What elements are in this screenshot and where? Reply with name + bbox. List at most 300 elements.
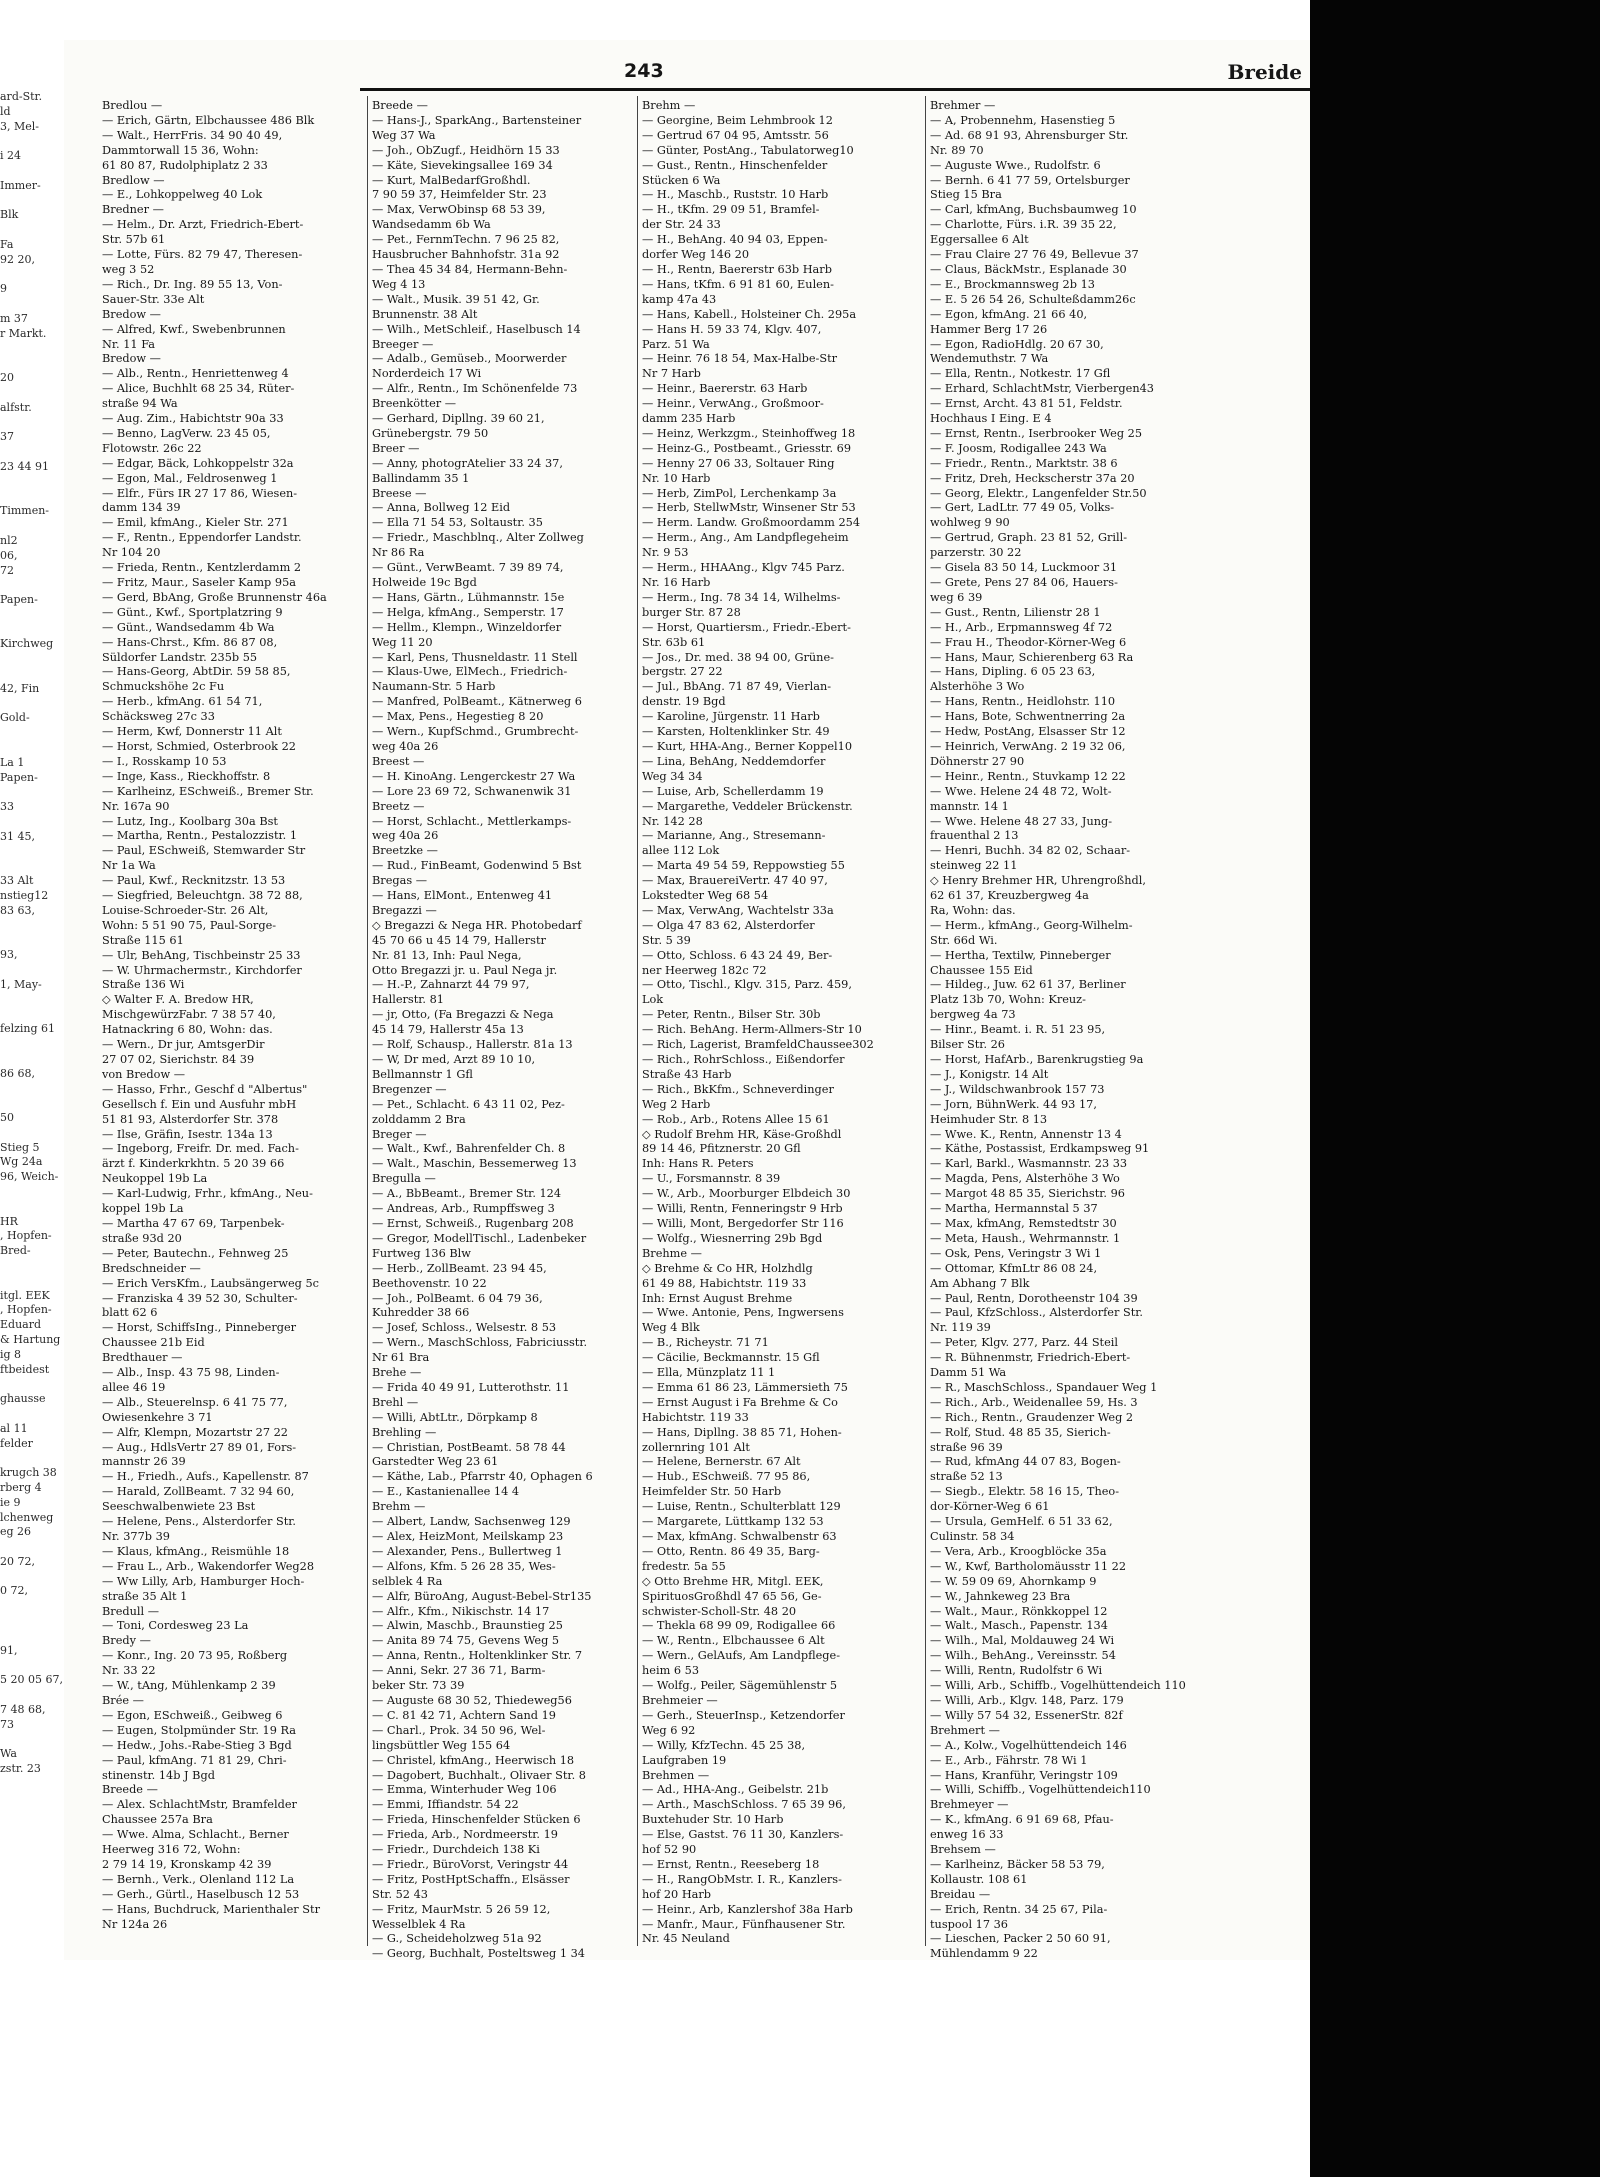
margin-fragment	[0, 608, 64, 623]
directory-line: — Christian, PostBeamt. 58 78 44	[372, 1440, 566, 1454]
directory-line: — Walt., Musik. 39 51 42, Gr.	[372, 292, 540, 306]
directory-line: Culinstr. 58 34	[930, 1530, 1015, 1543]
directory-line: Nr. 377b 39	[102, 1530, 170, 1543]
directory-line: Hatnackring 6 80, Wohn: das.	[102, 1023, 273, 1037]
margin-fragment: La 1	[0, 755, 25, 769]
directory-line: Breenkötter —	[372, 397, 457, 411]
directory-line: 89 14 46, Pfitznerstr. 20 Gfl	[642, 1142, 801, 1156]
directory-line: — Lutz, Ing., Koolbarg 30a Bst	[102, 814, 278, 828]
directory-line: — Gerh., SteuerInsp., Ketzendorfer	[642, 1708, 845, 1722]
directory-line: — Käthe, Postassist, Erdkampsweg 91	[930, 1142, 1150, 1156]
directory-line: Heimhuder Str. 8 13	[930, 1112, 1048, 1126]
directory-line: — Hans-J., SparkAng., Bartensteiner	[372, 113, 582, 127]
directory-line: — Charl., Prok. 34 50 96, Wel-	[372, 1723, 546, 1737]
directory-line: Nr. 45 Neuland	[642, 1932, 730, 1946]
directory-line: — H.-P., Zahnarzt 44 79 97,	[372, 978, 530, 992]
directory-line: — Klaus, kfmAng., Reismühle 18	[102, 1544, 290, 1558]
directory-line: — Heinr., Baererstr. 63 Harb	[642, 382, 808, 396]
margin-fragment: 23 44 91	[0, 459, 49, 473]
margin-fragment	[0, 1200, 64, 1215]
margin-fragment: 72	[0, 563, 14, 577]
directory-line: Am Abhang 7 Blk	[930, 1276, 1030, 1290]
directory-line: Bregazzi —	[372, 903, 437, 917]
directory-line: — Klaus-Uwe, ElMech., Friedrich-	[372, 665, 568, 679]
margin-fragment	[0, 297, 64, 312]
directory-line: — Meta, Haush., Wehrmannstr. 1	[930, 1231, 1121, 1245]
directory-line: — Karl, Barkl., Wasmannstr. 23 33	[930, 1157, 1128, 1171]
margin-fragment	[0, 578, 64, 593]
directory-line: Lok	[642, 993, 664, 1007]
directory-line: — Peter, Klgv. 277, Parz. 44 Steil	[930, 1336, 1119, 1350]
directory-line: — Friedr., Rentn., Marktstr. 38 6	[930, 456, 1118, 470]
margin-fragment	[0, 933, 64, 948]
directory-line: — Alex. SchlachtMstr, Bramfelder	[102, 1798, 297, 1812]
directory-line: Breese —	[372, 486, 427, 500]
directory-line: — Alex, HeizMont, Meilskamp 23	[372, 1530, 564, 1543]
directory-line: — Horst, Schlacht., Mettlerkamps-	[372, 814, 572, 828]
directory-line: — Hedw., Johs.-Rabe-Stieg 3 Bgd	[102, 1738, 292, 1752]
directory-line: — Lotte, Fürs. 82 79 47, Theresen-	[102, 248, 303, 262]
margin-fragment	[0, 1037, 64, 1052]
directory-line: — Hertha, Textilw, Pinneberger	[930, 948, 1111, 962]
directory-line: straße 94 Wa	[102, 397, 178, 411]
directory-line: — H., Rentn, Baererstr 63b Harb	[642, 262, 832, 276]
directory-line: Schäcksweg 27c 33	[102, 710, 215, 724]
directory-line: Otto Bregazzi jr. u. Paul Nega jr.	[372, 963, 558, 977]
directory-line: 7 90 59 37, Heimfelder Str. 23	[372, 188, 547, 202]
margin-fragment	[0, 356, 64, 371]
directory-line: — Ad., HHA-Ang., Geibelstr. 21b	[642, 1783, 829, 1797]
directory-line: Alsterhöhe 3 Wo	[930, 680, 1025, 694]
directory-line: — Willy, KfzTechn. 45 25 38,	[642, 1738, 806, 1752]
directory-line: Str. 57b 61	[102, 233, 166, 247]
directory-line: — Fritz, Maur., Saseler Kamp 95a	[102, 576, 296, 589]
directory-line: — Rich, Lagerist, BramfeldChaussee302	[642, 1038, 874, 1052]
directory-line: Breidau —	[930, 1887, 991, 1901]
directory-line: 61 49 88, Habichtstr. 119 33	[642, 1276, 807, 1290]
margin-fragment: & Hartung	[0, 1332, 61, 1346]
margin-fragment: ftbeidest	[0, 1362, 50, 1376]
directory-line: — Hub., ESchweiß. 77 95 86,	[642, 1470, 811, 1484]
directory-line: — Martha, Rentn., Pestalozzistr. 1	[102, 829, 298, 843]
directory-line: Nr. 11 Fa	[102, 337, 155, 351]
margin-fragment: 3, Mel-	[0, 119, 39, 133]
directory-line: 62 61 37, Kreuzbergweg 4a	[930, 889, 1089, 903]
margin-fragment: 96, Weich-	[0, 1170, 59, 1184]
directory-line: Weg 4 13	[372, 277, 426, 291]
directory-line: SpirituosGroßhdl 47 65 56, Ge-	[642, 1589, 822, 1603]
directory-line: — Wolfg., Wiesnerring 29b Bgd	[642, 1231, 823, 1245]
directory-line: Laufgraben 19	[642, 1753, 727, 1767]
directory-line: mannstr. 14 1	[930, 799, 1009, 813]
directory-line: — Anna, Rentn., Holtenklinker Str. 7	[372, 1649, 583, 1663]
directory-line: — Herb, ZimPol, Lerchenkamp 3a	[642, 486, 837, 500]
margin-fragment	[0, 475, 64, 490]
margin-fragment: ard-Str.	[0, 90, 43, 103]
directory-line: — Hasso, Frhr., Geschf d "Albertus"	[102, 1082, 308, 1096]
margin-fragment: HR	[0, 1214, 18, 1228]
directory-line: weg 3 52	[102, 262, 155, 276]
scanner-dark-border	[1310, 0, 1600, 2177]
directory-line: — Otto, Tischl., Klgv. 315, Parz. 459,	[642, 978, 852, 992]
directory-line: Brehmen —	[642, 1768, 710, 1782]
directory-line: enweg 16 33	[930, 1828, 1004, 1842]
margin-fragment: 42, Fin	[0, 681, 40, 695]
directory-line: — Magda, Pens, Alsterhöhe 3 Wo	[930, 1172, 1120, 1186]
margin-fragment: ghausse	[0, 1392, 46, 1406]
directory-line: 51 81 93, Alsterdorfer Str. 378	[102, 1112, 279, 1126]
directory-line: — Paul, Kwf., Recknitzstr. 13 53	[102, 874, 286, 888]
directory-line: — Margot 48 85 35, Sierichstr. 96	[930, 1187, 1125, 1201]
directory-line: — Christel, kfmAng., Heerwisch 18	[372, 1753, 575, 1767]
directory-line: — Friedr., Maschblnq., Alter Zollweg	[372, 531, 584, 545]
directory-line: — Rich., RohrSchloss., Eißendorfer	[642, 1053, 845, 1066]
directory-line: — Max, BrauereiVertr. 47 40 97,	[642, 874, 828, 888]
directory-line: — Helm., Dr. Arzt, Friedrich-Ebert-	[102, 218, 304, 232]
directory-line: — Lina, BehAng, Neddemdorfer	[642, 754, 826, 768]
directory-line: — Gerhard, Dipllng. 39 60 21,	[372, 412, 545, 426]
directory-line: 45 70 66 u 45 14 79, Hallerstr	[372, 933, 546, 947]
directory-line: Bregas —	[372, 874, 428, 888]
directory-line: — Harald, ZollBeamt. 7 32 94 60,	[102, 1485, 295, 1499]
directory-line: Ballindamm 35 1	[372, 471, 470, 485]
directory-line: Nr. 89 70	[930, 143, 984, 157]
directory-line: — A., BbBeamt., Bremer Str. 124	[372, 1187, 562, 1201]
directory-line: Ra, Wohn: das.	[930, 903, 1016, 917]
directory-line: parzerstr. 30 22	[930, 546, 1022, 560]
directory-line: — Siegb., Elektr. 58 16 15, Theo-	[930, 1485, 1120, 1499]
directory-line: Mühlendamm 9 22	[930, 1947, 1038, 1961]
margin-fragment	[0, 342, 64, 357]
directory-line: Beethovenstr. 10 22	[372, 1276, 487, 1290]
margin-fragment	[0, 1274, 64, 1289]
directory-line: Brunnenstr. 38 Alt	[372, 307, 478, 321]
column-separator	[367, 96, 368, 1946]
directory-line: — Lieschen, Packer 2 50 60 91,	[930, 1932, 1111, 1946]
margin-fragment: 1, May-	[0, 977, 42, 991]
margin-fragment: ld	[0, 104, 11, 118]
margin-fragment: Papen-	[0, 770, 38, 784]
directory-line: — Herm, Kwf, Donnerstr 11 Alt	[102, 725, 282, 739]
directory-line: — Günt., VerwBeamt. 7 39 89 74,	[372, 561, 564, 575]
directory-line: Hallerstr. 81	[372, 993, 444, 1007]
directory-line: Naumann-Str. 5 Harb	[372, 680, 496, 694]
directory-line: — Frieda, Arb., Nordmeerstr. 19	[372, 1828, 558, 1842]
directory-line: — Alexander, Pens., Bullertweg 1	[372, 1544, 563, 1558]
directory-line: Wohn: 5 51 90 75, Paul-Sorge-	[102, 918, 277, 932]
directory-line: burger Str. 87 28	[642, 605, 741, 619]
directory-line: Bredy —	[102, 1634, 151, 1648]
directory-line: — Franziska 4 39 52 30, Schulter-	[102, 1291, 298, 1305]
margin-fragment: 33 Alt	[0, 874, 34, 888]
margin-fragment: r Markt.	[0, 326, 47, 340]
directory-line: Breeger —	[372, 337, 434, 351]
directory-line: — Henny 27 06 33, Soltauer Ring	[642, 456, 835, 470]
directory-line: — Karl-Ludwig, Frhr., kfmAng., Neu-	[102, 1187, 313, 1201]
directory-line: — Ingeborg, Freifr. Dr. med. Fach-	[102, 1142, 299, 1156]
directory-line: — Herm. Landw. Großmoordamm 254	[642, 516, 861, 530]
directory-line: — Frau L., Arb., Wakendorfer Weg28	[102, 1559, 315, 1573]
margin-fragment: , Hopfen-	[0, 1229, 52, 1243]
directory-line: — Hans, Kranführ, Veringstr 109	[930, 1768, 1118, 1782]
directory-line: — Karoline, Jürgenstr. 11 Harb	[642, 710, 820, 724]
directory-line: — W., Jahnkeweg 23 Bra	[930, 1589, 1071, 1603]
directory-line: — Georgine, Beim Lehmbrook 12	[642, 113, 833, 127]
directory-line: — Alfr, Klempn, Mozartstr 27 22	[102, 1425, 288, 1439]
page-number: 243	[624, 60, 664, 82]
directory-line: — W., Arb., Moorburger Elbdeich 30	[642, 1187, 851, 1201]
directory-line: Platz 13b 70, Wohn: Kreuz-	[930, 993, 1086, 1007]
directory-line: — Willi, Arb., Schiffb., Vogelhüttendeich 110	[930, 1679, 1186, 1693]
directory-line: Weg 37 Wa	[372, 128, 436, 142]
directory-line: Nr. 167a 90	[102, 799, 170, 813]
directory-line: — Willi, Arb., Klgv. 148, Parz. 179	[930, 1693, 1124, 1707]
directory-line: — Gert, LadLtr. 77 49 05, Volks-	[930, 501, 1115, 515]
directory-line: — Horst, HafArb., Barenkrugstieg 9a	[930, 1053, 1144, 1066]
directory-line: weg 6 39	[930, 590, 983, 604]
directory-line: — Willi, Rentn, Rudolfstr 6 Wi	[930, 1664, 1103, 1678]
directory-line: — Herb., kfmAng. 61 54 71,	[102, 695, 263, 709]
directory-line: — E., Brockmannsweg 2b 13	[930, 277, 1095, 291]
margin-fragment: 33	[0, 800, 14, 814]
directory-line: — Hans, Buchdruck, Marienthaler Str	[102, 1902, 320, 1916]
directory-line: Süldorfer Landstr. 235b 55	[102, 650, 258, 664]
directory-line: Wandsedamm 6b Wa	[372, 218, 491, 232]
directory-line: Nr. 33 22	[102, 1664, 156, 1678]
directory-line: Brehsem —	[930, 1843, 996, 1857]
directory-line: straße 52 13	[930, 1470, 1003, 1484]
directory-line: — Wwe. Helene 48 27 33, Jung-	[930, 814, 1113, 828]
directory-line: Brehm —	[642, 99, 696, 112]
directory-line: — Herm., HHAAng., Klgv 745 Parz.	[642, 561, 845, 575]
directory-line: — Auguste Wwe., Rudolfstr. 6	[930, 158, 1101, 172]
directory-line: Holweide 19c Bgd	[372, 576, 477, 589]
directory-line: — Jos., Dr. med. 38 94 00, Grüne-	[642, 650, 834, 664]
directory-line: — Hedw, PostAng, Elsasser Str 12	[930, 725, 1126, 739]
directory-line: — Ernst August i Fa Brehme & Co	[642, 1395, 838, 1409]
directory-line: — Ella 71 54 53, Soltaustr. 35	[372, 516, 543, 530]
directory-line: — Alb., Insp. 43 75 98, Linden-	[102, 1366, 280, 1380]
directory-line: mannstr 26 39	[102, 1455, 186, 1469]
directory-line: — Karl, Pens, Thusneldastr. 11 Stell	[372, 650, 578, 664]
directory-line: — Thea 45 34 84, Hermann-Behn-	[372, 262, 568, 276]
directory-line: Brehe —	[372, 1366, 422, 1380]
directory-line: steinweg 22 11	[930, 859, 1018, 873]
directory-line: Nr 1a Wa	[102, 859, 156, 873]
directory-line: Kuhredder 38 66	[372, 1306, 470, 1320]
directory-line: — W. Uhrmachermstr., Kirchdorfer	[102, 963, 302, 977]
directory-line: — Ww Lilly, Arb, Hamburger Hoch-	[102, 1574, 305, 1588]
margin-fragment	[0, 1126, 64, 1141]
directory-line: — Gertrud, Graph. 23 81 52, Grill-	[930, 531, 1128, 545]
directory-line: — Margarete, Lüttkamp 132 53	[642, 1515, 824, 1529]
directory-line: — Margarethe, Veddeler Brückenstr.	[642, 799, 853, 813]
directory-line: blatt 62 6	[102, 1306, 158, 1320]
margin-fragment: 31 45,	[0, 829, 35, 843]
directory-line: Bredull —	[102, 1604, 160, 1618]
directory-line: 61 80 87, Rudolphiplatz 2 33	[102, 158, 268, 172]
directory-line: — Max, VerwAng, Wachtelstr 33a	[642, 903, 834, 917]
margin-fragment	[0, 1570, 64, 1585]
margin-fragment: al 11	[0, 1421, 28, 1435]
directory-line: — Max, kfmAng, Remstedtstr 30	[930, 1216, 1117, 1230]
directory-line: ner Heerweg 182c 72	[642, 963, 767, 977]
directory-line: Brehmert —	[930, 1723, 1000, 1737]
directory-line: — Kurt, MalBedarfGroßhdl.	[372, 173, 531, 187]
margin-fragment: Papen-	[0, 593, 38, 607]
directory-line: — Max, Pens., Hegestieg 8 20	[372, 710, 544, 724]
directory-line: Weg 2 Harb	[642, 1097, 711, 1111]
directory-line: Owiesenkehre 3 71	[102, 1410, 213, 1424]
directory-line: allee 46 19	[102, 1380, 166, 1394]
directory-line: Straße 115 61	[102, 933, 184, 947]
directory-line: fredestr. 5a 55	[642, 1559, 726, 1573]
directory-line: — H., Arb., Erpmannsweg 4f 72	[930, 620, 1113, 634]
margin-fragment	[0, 1732, 64, 1747]
directory-line: — Pet., Schlacht. 6 43 11 02, Pez-	[372, 1097, 565, 1111]
margin-fragment: Bred-	[0, 1244, 31, 1258]
directory-line: — Wwe. Antonie, Pens, Ingwersens	[642, 1306, 844, 1320]
directory-line: Wesselblek 4 Ra	[372, 1917, 466, 1931]
directory-line: — Walt., Maschin, Bessemerweg 13	[372, 1157, 577, 1171]
directory-line: Bregenzer —	[372, 1082, 447, 1096]
directory-line: — Friedr., BüroVorst, Veringstr 44	[372, 1857, 569, 1871]
directory-line: — Manfr., Maur., Fünfhausener Str.	[642, 1917, 846, 1931]
directory-line: — Marianne, Ang., Stresemann-	[642, 829, 826, 843]
margin-fragment	[0, 386, 64, 401]
header-rule	[360, 88, 1310, 91]
directory-line: — Alfons, Kfm. 5 26 28 35, Wes-	[372, 1559, 556, 1573]
directory-line: — Max, kfmAng. Schwalbenstr 63	[642, 1530, 837, 1543]
directory-line: kamp 47a 43	[642, 292, 717, 306]
directory-line: — Hans, Dipling. 6 05 23 63,	[930, 665, 1096, 679]
directory-line: Furtweg 136 Blw	[372, 1246, 471, 1260]
directory-line: — W., Rentn., Elbchaussee 6 Alt	[642, 1634, 825, 1648]
margin-fragment: Gold-	[0, 711, 30, 725]
margin-fragment: 06,	[0, 548, 18, 562]
directory-line: — Hans-Chrst., Kfm. 86 87 08,	[102, 635, 278, 649]
directory-line: lingsbüttler Weg 155 64	[372, 1738, 511, 1752]
directory-line: — Hans, Gärtn., Lühmannstr. 15e	[372, 590, 565, 604]
directory-line: Hochhaus I Eing. E 4	[930, 412, 1052, 426]
directory-line: weg 40a 26	[372, 739, 439, 753]
directory-line: — H., tKfm. 29 09 51, Bramfel-	[642, 203, 820, 217]
margin-fragment: felzing 61	[0, 1022, 56, 1036]
directory-line: straße 93d 20	[102, 1231, 182, 1245]
directory-line: — Anny, photogrAtelier 33 24 37,	[372, 456, 563, 470]
directory-line: — B., Richeystr. 71 71	[642, 1336, 769, 1350]
directory-line: dorfer Weg 146 20	[642, 248, 750, 262]
directory-line: wohlweg 9 90	[930, 516, 1010, 530]
directory-line: — Erhard, SchlachtMstr, Vierbergen43	[930, 382, 1154, 396]
directory-line: — Bernh. 6 41 77 59, Ortelsburger	[930, 173, 1130, 187]
directory-line: weg 40a 26	[372, 829, 439, 843]
directory-line: Hammer Berg 17 26	[930, 322, 1048, 336]
directory-line: Damm 51 Wa	[930, 1366, 1007, 1380]
directory-line: — Luise, Arb, Schellerdamm 19	[642, 784, 824, 798]
directory-line: — Heinrich, VerwAng. 2 19 32 06,	[930, 739, 1126, 753]
margin-fragment	[0, 445, 64, 460]
margin-fragment: Blk	[0, 208, 19, 222]
margin-fragment: Eduard	[0, 1318, 42, 1332]
directory-line: — A, Probennehm, Hasenstieg 5	[930, 113, 1116, 127]
directory-line: — Emil, kfmAng., Kieler Str. 271	[102, 516, 289, 530]
directory-line: Eggersallee 6 Alt	[930, 233, 1029, 247]
directory-line: Brée —	[102, 1693, 144, 1707]
margin-fragment: i 24	[0, 149, 22, 163]
margin-fragment: itgl. EEK	[0, 1288, 50, 1302]
directory-line: — Luise, Rentn., Schulterblatt 129	[642, 1500, 841, 1514]
margin-fragment	[0, 223, 64, 238]
directory-line: — Vera, Arb., Kroogblöcke 35a	[930, 1544, 1107, 1558]
directory-line: — jr, Otto, (Fa Bregazzi & Nega	[372, 1008, 554, 1022]
directory-line: straße 96 39	[930, 1440, 1003, 1454]
directory-line: — J., Konigstr. 14 Alt	[930, 1067, 1049, 1081]
directory-line: Schmuckshöhe 2c Fu	[102, 680, 225, 694]
directory-line: — Josef, Schloss., Welsestr. 8 53	[372, 1321, 557, 1335]
directory-line: — Heinr., VerwAng., Großmoor-	[642, 397, 824, 411]
margin-fragment: , Hopfen-	[0, 1303, 52, 1317]
directory-line: — Hans, Maur, Schierenberg 63 Ra	[930, 650, 1134, 664]
directory-line: — Rich., BkKfm., Schneverdinger	[642, 1082, 834, 1096]
directory-line: Weg 34 34	[642, 769, 703, 783]
directory-line: Nr 124a 26	[102, 1917, 168, 1931]
margin-fragment	[0, 667, 64, 682]
directory-line: — Rob., Arb., Rotens Allee 15 61	[642, 1112, 830, 1126]
directory-line: Bredlow —	[102, 173, 165, 187]
margin-fragment	[0, 194, 64, 209]
margin-fragment	[0, 963, 64, 978]
directory-line: — Ulr, BehAng, Tischbeinstr 25 33	[102, 948, 301, 962]
directory-line: — Alfred, Kwf., Swebenbrunnen	[102, 322, 286, 336]
directory-line: — H., RangObMstr. I. R., Kanzlers-	[642, 1872, 842, 1886]
margin-fragment	[0, 1096, 64, 1111]
directory-line: Grünebergstr. 79 50	[372, 426, 489, 440]
directory-line: Norderdeich 17 Wi	[372, 367, 482, 381]
directory-line: — Osk, Pens, Veringstr 3 Wi 1	[930, 1246, 1102, 1260]
directory-column-2	[372, 99, 634, 1962]
directory-line: — Edgar, Bäck, Lohkoppelstr 32a	[102, 456, 294, 470]
margin-fragment	[0, 268, 64, 283]
margin-fragment: 20	[0, 371, 14, 385]
directory-line: — Carl, kfmAng, Buchsbaumweg 10	[930, 203, 1137, 217]
margin-fragment: Fa	[0, 237, 14, 251]
page-header	[64, 58, 1312, 88]
directory-line: von Bredow —	[102, 1067, 186, 1081]
directory-line: — Alwin, Maschb., Braunstieg 25	[372, 1619, 563, 1633]
directory-line: — Grete, Pens 27 84 06, Hauers-	[930, 576, 1118, 589]
directory-line: dor-Körner-Weg 6 61	[930, 1500, 1050, 1514]
directory-line: — Ursula, GemHelf. 6 51 33 62,	[930, 1515, 1113, 1529]
margin-fragment: 83 63,	[0, 903, 35, 917]
directory-line: — Gerh., Gürtl., Haselbusch 12 53	[102, 1887, 300, 1901]
directory-line: — H. KinoAng. Lengerckestr 27 Wa	[372, 769, 576, 783]
directory-line: — Erich, Rentn. 34 25 67, Pila-	[930, 1902, 1108, 1916]
directory-line: Hausbrucher Bahnhofstr. 31a 92	[372, 248, 560, 262]
directory-line: Bilser Str. 26	[930, 1038, 1005, 1052]
directory-line: — Rich., Dr. Ing. 89 55 13, Von-	[102, 277, 283, 291]
margin-fragment	[0, 164, 64, 179]
directory-line: Nr 61 Bra	[372, 1351, 430, 1365]
directory-line: — Hans, Rentn., Heidlohstr. 110	[930, 695, 1116, 709]
directory-line: ◇ Walter F. A. Bredow HR,	[102, 993, 254, 1007]
directory-line: — Martha, Hermannstal 5 37	[930, 1202, 1098, 1216]
directory-line: Straße 136 Wi	[102, 978, 185, 992]
directory-line: — Ella, Münzplatz 11 1	[642, 1366, 776, 1380]
directory-line: — Auguste 68 30 52, Thiedeweg56	[372, 1693, 572, 1707]
directory-line: Seeschwalbenwiete 23 Bst	[102, 1500, 256, 1514]
directory-line: ◇ Rudolf Brehm HR, Käse-Großhdl	[642, 1127, 842, 1141]
